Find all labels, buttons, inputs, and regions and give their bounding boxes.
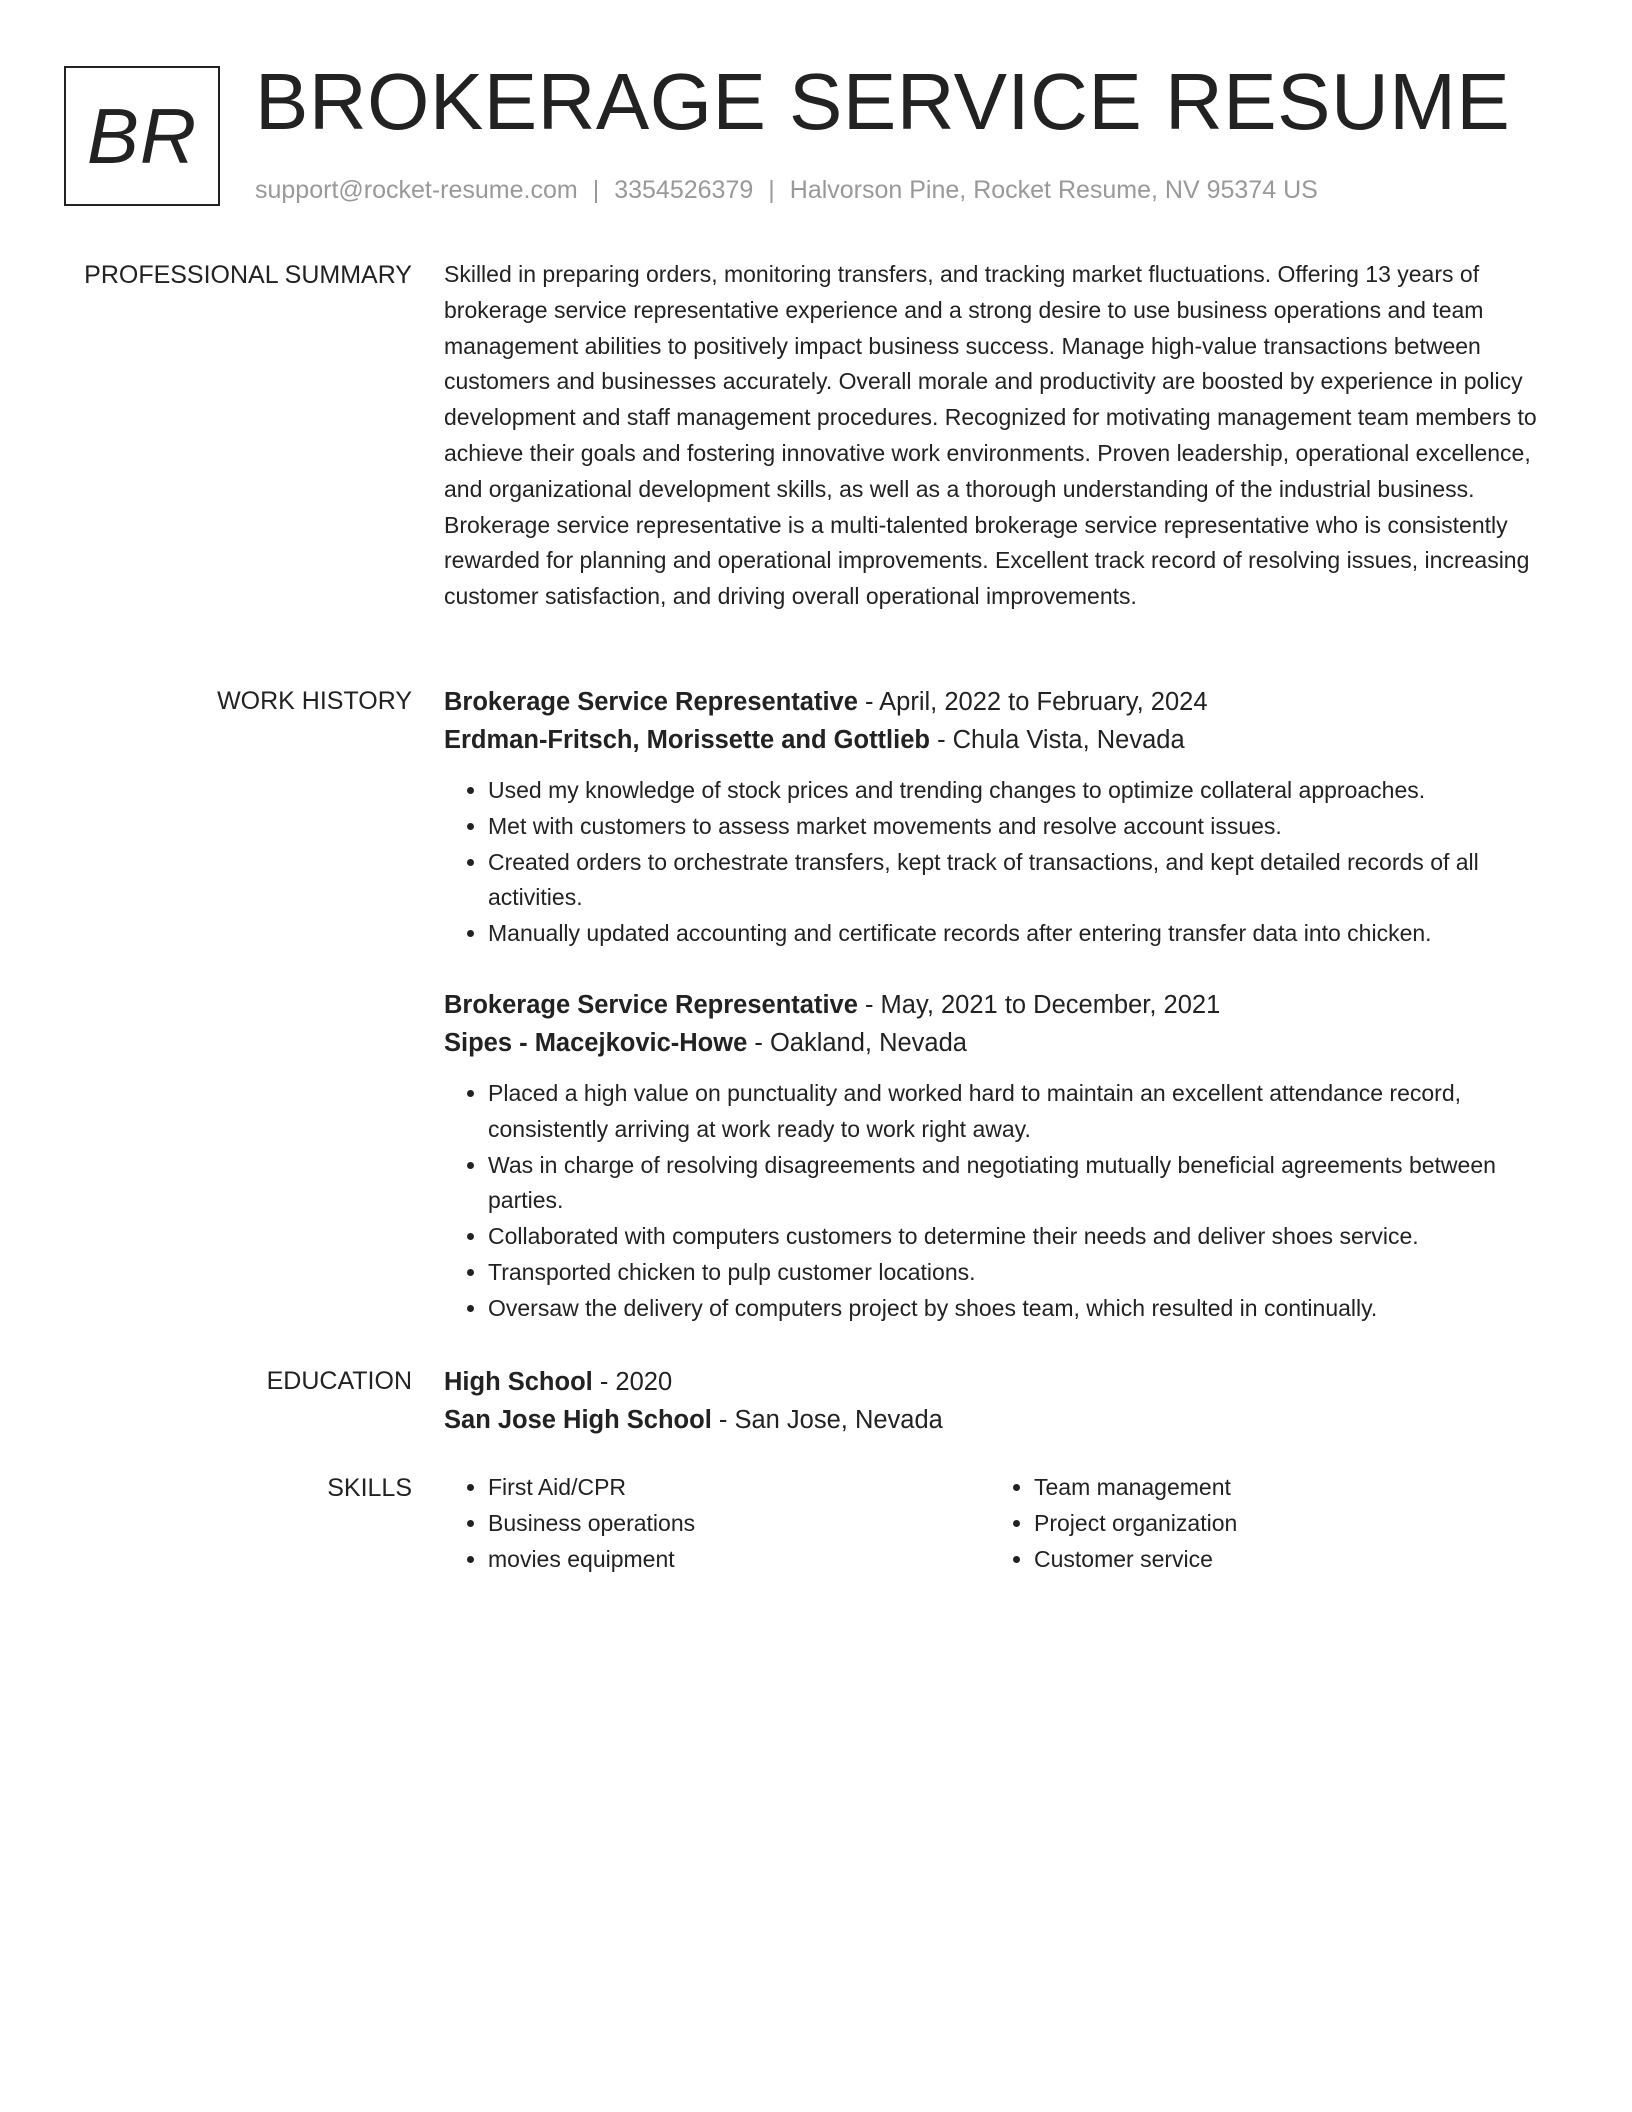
job-duty: • Collaborated with computers customers to determine their needs and deliver shoes service. [488, 1219, 1554, 1255]
job-title: Brokerage Service Representative [444, 990, 858, 1019]
job-location: - Chula Vista, Nevada [929, 726, 1185, 754]
job-dates: - May, 2021 to December, 2021 [857, 990, 1221, 1019]
job-duties-list [444, 773, 1554, 952]
job-duty: • Placed a high value on punctuality and worked hard to maintain an excellent attendance record, consistently arriving at work ready to work right away. [488, 1076, 1554, 1148]
job-entry [444, 683, 1554, 952]
contact-separator: | [768, 176, 775, 204]
skills-list-left [444, 1470, 990, 1577]
job-duties-list [444, 1076, 1554, 1327]
contact-separator: | [592, 176, 600, 204]
education-degree: High School [444, 1368, 593, 1396]
work-history-heading: WORK HISTORY [217, 687, 412, 715]
job-duty: • Created orders to orchestrate transfers, kept track of transactions, and kept detailed records of all activities. [488, 845, 1554, 917]
contact-line [255, 173, 1318, 207]
job-duty: • Used my knowledge of stock prices and trending changes to optimize collateral approaches. [488, 773, 1554, 809]
job-duty: • Was in charge of resolving disagreements and negotiating mutually beneficial agreements between parties. [488, 1148, 1554, 1220]
contact-email: support@rocket-resume.com [255, 176, 578, 204]
job-location: - Oakland, Nevada [747, 1028, 967, 1057]
education-heading: EDUCATION [266, 1367, 412, 1395]
skills-list-right [990, 1470, 1536, 1577]
summary-text: Skilled in preparing orders, monitoring transfers, and tracking market fluctuations. Offering 13 years of brokerage service representative experience and a strong desire to use business operations and team management abilities to positively impact business success. Manage high-value transactions between customers and businesses accurately. Overall morale and productivity are boosted by experience in policy development and staff management procedures. Recognized for motivating management team members to achieve their goals and fostering innovative work environments. Proven leadership, operational excellence, and organizational development skills, as well as a thorough understanding of the industrial business. Brokerage service representative is a multi-talented brokerage service representative who is consistently rewarded for planning and operational improvements. Excellent track record of resolving issues, increasing customer satisfaction, and driving overall operational improvements. [444, 261, 1537, 610]
job-duty: • Manually updated accounting and certificate records after entering transfer data into chicken. [488, 916, 1554, 952]
skill-item: • Customer service [1034, 1542, 1536, 1578]
job-entry [444, 986, 1554, 1327]
job-title-line [444, 683, 1554, 721]
job-duty: • Oversaw the delivery of computers project by shoes team, which resulted in continually. [488, 1291, 1554, 1327]
job-company-line [444, 1024, 1554, 1062]
skills-columns [444, 1470, 1554, 1577]
resume-title: BROKERAGE SERVICE RESUME [255, 57, 1511, 146]
contact-address: Halvorson Pine, Rocket Resume, NV 95374 US [789, 176, 1318, 204]
skills-heading: SKILLS [327, 1474, 412, 1502]
job-company: Erdman-Fritsch, Morissette and Gottlieb [444, 726, 930, 754]
education-school: San Jose High School [444, 1406, 712, 1434]
education-year: - 2020 [592, 1368, 673, 1396]
job-title-line [444, 986, 1554, 1024]
summary-heading: PROFESSIONAL SUMMARY [84, 261, 412, 289]
skill-item: • Business operations [488, 1506, 990, 1542]
job-duty: • Transported chicken to pulp customer locations. [488, 1255, 1554, 1291]
skill-item: • Project organization [1034, 1506, 1536, 1542]
skill-item: • movies equipment [488, 1542, 990, 1578]
contact-phone: 3354526379 [614, 176, 754, 204]
education-school-line [444, 1401, 1554, 1439]
skill-item: • First Aid/CPR [488, 1470, 990, 1506]
skill-item: • Team management [1034, 1470, 1536, 1506]
job-title: Brokerage Service Representative [444, 688, 858, 716]
education-degree-line [444, 1363, 1554, 1401]
monogram-logo: BR [64, 66, 220, 206]
education-location: - San Jose, Nevada [711, 1406, 943, 1434]
job-company-line [444, 721, 1554, 759]
job-duty: • Met with customers to assess market movements and resolve account issues. [488, 809, 1554, 845]
job-dates: - April, 2022 to February, 2024 [857, 688, 1208, 716]
job-company: Sipes - Macejkovic-Howe [444, 1028, 748, 1057]
